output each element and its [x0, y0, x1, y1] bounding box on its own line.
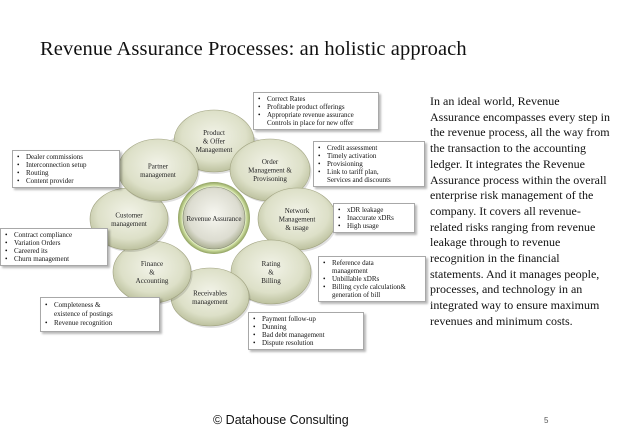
- callout-item: Services and discounts: [327, 176, 391, 184]
- node-label: Billing: [261, 277, 281, 285]
- callout-item: • Routing: [16, 169, 116, 177]
- callout-receivables: [248, 312, 364, 350]
- callout-item: • Link to tariff plan,: [317, 168, 421, 176]
- node-label: &: [268, 268, 274, 277]
- callout-customer: [0, 228, 108, 266]
- callout-item: • Churn management: [4, 255, 104, 263]
- callout-item: • Credit assessment: [317, 144, 421, 152]
- callout-item: • xDR leakage: [337, 206, 411, 214]
- node-label: Management: [278, 215, 316, 224]
- callout-item: • Contract compliance: [4, 231, 104, 239]
- page-number: 5: [544, 416, 549, 425]
- node-label: management: [111, 219, 147, 228]
- slide-title: Revenue Assurance Processes: an holistic approach: [40, 38, 467, 60]
- callout-item: existence of postings: [54, 310, 113, 318]
- callout-item: • Unbillable xDRs: [322, 275, 422, 283]
- node-label: Product: [203, 129, 225, 137]
- callout-item: generation of bill: [332, 291, 381, 299]
- callout-item: • Bad debt management: [252, 331, 360, 339]
- callout-item: • Appropriate revenue assurance: [257, 111, 375, 119]
- callout-item: • Payment follow-up: [252, 315, 360, 323]
- callout-item: Controls in place for new offer: [267, 119, 354, 127]
- callout-item: • Careered its: [4, 247, 104, 255]
- callout-item: • Inaccurate xDRs: [337, 214, 411, 222]
- node-label: management: [140, 170, 176, 179]
- node-label: Management &: [248, 166, 292, 175]
- callout-product: [253, 92, 379, 130]
- callout-item: • Profitable product offerings: [257, 103, 375, 111]
- callout-network: [333, 203, 415, 233]
- node-label: Rating: [261, 260, 281, 268]
- node-label: &: [149, 268, 155, 277]
- callout-partner: [12, 150, 120, 188]
- callout-rating: [318, 256, 426, 302]
- footer-copyright: © Datahouse Consulting: [213, 413, 349, 427]
- callout-item: • Interconnection setup: [16, 161, 116, 169]
- callout-item: • Correct Rates: [257, 95, 375, 103]
- node-label: Order: [261, 158, 279, 166]
- node-label: management: [192, 297, 228, 306]
- center-label: Revenue Assurance: [186, 215, 242, 223]
- callout-item: • Reference data: [322, 259, 422, 267]
- node-label: & usage: [285, 224, 309, 232]
- node-label: Provisoning: [253, 175, 287, 183]
- node-label: Network: [284, 207, 310, 215]
- callout-item: • Provisioning: [317, 160, 421, 168]
- callout-item: • Variation Orders: [4, 239, 104, 247]
- callout-item: • Dunning: [252, 323, 360, 331]
- callout-item: • Dealer commissions: [16, 153, 116, 161]
- callout-finance: [40, 297, 160, 332]
- callout-item: • High usage: [337, 222, 411, 230]
- node-label: Finance: [140, 260, 164, 268]
- node-label: Management: [195, 146, 233, 154]
- callout-item: • Billing cycle calculation&: [322, 283, 422, 291]
- callout-item: • Dispute resolution: [252, 339, 360, 347]
- callout-item: • Completeness &: [44, 301, 156, 310]
- callout-item: • Content provider: [16, 177, 116, 185]
- node-label: Receivables: [193, 289, 227, 298]
- callout-order: [313, 141, 425, 187]
- callout-item: • Revenue recognition: [44, 319, 156, 328]
- callout-item: • Timely activation: [317, 152, 421, 160]
- node-label: Customer: [115, 211, 143, 220]
- node-label: Partner: [147, 162, 169, 171]
- description-text: In an ideal world, Revenue Assurance encompasses every step in the revenue process, all the way from the transaction to the accounting ledger. It integrates the Revenue Assurance process within the overall enterprise risk management of the company. It covers all revenue-related risks ranging from revenue leakage through to revenue recognition in the financial statements. And it manages people, processes, and technology in an integrated way to ensure maximum revenues and minimum costs.: [430, 94, 610, 328]
- node-label: & Offer: [202, 137, 226, 146]
- callout-item: management: [332, 267, 368, 275]
- node-label: Accounting: [135, 277, 169, 285]
